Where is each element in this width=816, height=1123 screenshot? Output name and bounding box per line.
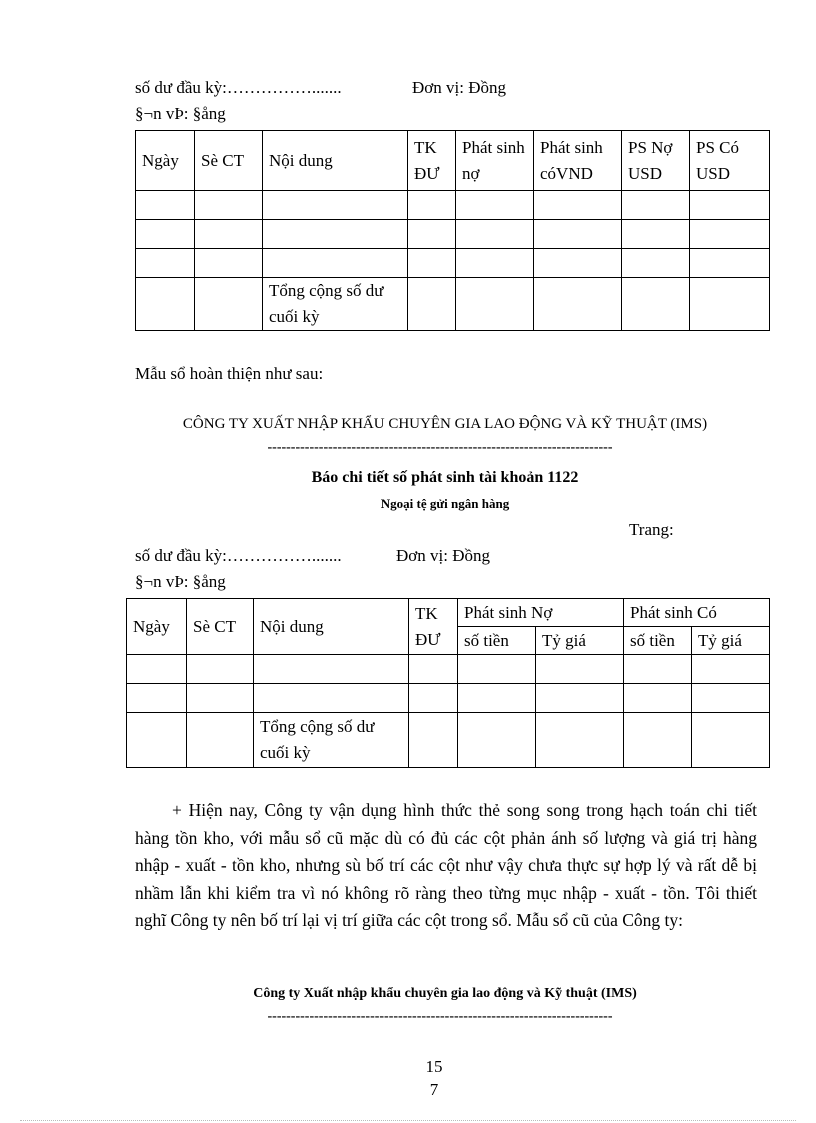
ledger-table-1	[135, 130, 770, 331]
body-paragraph: + Hiện nay, Công ty vận dụng hình thức thẻ song song trong hạch toán chi tiết hàng tồn kho, với mẫu sổ cũ mặc dù có đủ các cột phản ánh số lượng và giá trị hàng nhập - xuất - tồn kho, nhưng sù bố trí các cột như vậy chưa thực sự hợp lý và rất dễ bị nhầm lẫn khi kiểm tra vì nó không rõ ràng theo từng mục nhập - xuất - tồn. Tôi thiết nghĩ Công ty nên bố trí lại vị trí giữa các cột trong sổ. Mẫu sổ cũ của Công ty:	[135, 800, 757, 930]
company-footer: Công ty Xuất nhập khẩu chuyên gia lao động và Kỹ thuật (IMS)	[253, 986, 637, 1001]
header-debit-usd: PS Nợ USD	[622, 131, 690, 191]
header-debit-amount: số tiền	[458, 627, 536, 655]
unit-label-2: Đơn vị: Đồng	[396, 546, 490, 565]
page-label: Trang:	[629, 520, 674, 539]
header-content: Nội dung	[254, 599, 409, 655]
table-row	[136, 249, 770, 278]
header-debit-rate: Tỷ giá	[536, 627, 624, 655]
header-content: Nội dung	[263, 131, 408, 191]
account-name-1: §¬n vÞ: §ång	[135, 104, 226, 123]
table-row	[127, 655, 770, 684]
table-row-total	[136, 278, 770, 331]
report-subtitle: Ngoại tệ gửi ngân hàng	[380, 496, 510, 511]
separator-line-2: --------------------------------------------------------------------------	[267, 1009, 613, 1024]
table-row	[127, 684, 770, 713]
intro-text: Mẫu sổ hoàn thiện như sau:	[135, 364, 324, 383]
header-date: Ngày	[136, 131, 195, 191]
page-number-secondary: 7	[429, 1080, 439, 1099]
header-credit-amount: số tiền	[624, 627, 692, 655]
table-row-total	[127, 713, 770, 768]
ledger-table-2	[126, 598, 770, 768]
header-credit-rate: Tỷ giá	[692, 627, 770, 655]
header-credit-vnd: Phát sinh cóVND	[534, 131, 622, 191]
table-header-row	[127, 599, 770, 627]
header-account: TK ĐƯ	[408, 131, 456, 191]
header-credit-usd: PS Có USD	[690, 131, 770, 191]
company-header: CÔNG TY XUẤT NHẬP KHẨU CHUYÊN GIA LAO ĐỘNG VÀ KỸ THUẬT (IMS)	[182, 416, 708, 432]
total-label-1: Tổng cộng số dư cuối kỳ	[263, 278, 408, 331]
table-row	[136, 191, 770, 220]
report-title: Báo chi tiết số phát sinh tài khoản 1122	[311, 469, 579, 486]
header-voucher: Sè CT	[195, 131, 263, 191]
header-debit: Phát sinh nợ	[456, 131, 534, 191]
table-header-row	[136, 131, 770, 191]
header-date: Ngày	[127, 599, 187, 655]
page-number: 15	[425, 1057, 443, 1076]
header-voucher: Sè CT	[187, 599, 254, 655]
table-row	[136, 220, 770, 249]
separator-line: --------------------------------------------------------------------------	[267, 440, 613, 455]
header-credit-group: Phát sinh Có	[624, 599, 770, 627]
header-debit-group: Phát sinh Nợ	[458, 599, 624, 627]
opening-balance-label-2: số dư đầu kỳ:…………….......	[135, 546, 342, 565]
page-bottom-rule	[20, 1120, 796, 1121]
total-label-2: Tổng cộng số dư cuối kỳ	[254, 713, 409, 768]
account-name-2: §¬n vÞ: §ång	[135, 572, 226, 591]
unit-label-1: Đơn vị: Đồng	[412, 78, 506, 97]
header-account: TK ĐƯ	[409, 599, 458, 655]
opening-balance-label-1: số dư đầu kỳ:…………….......	[135, 78, 342, 97]
